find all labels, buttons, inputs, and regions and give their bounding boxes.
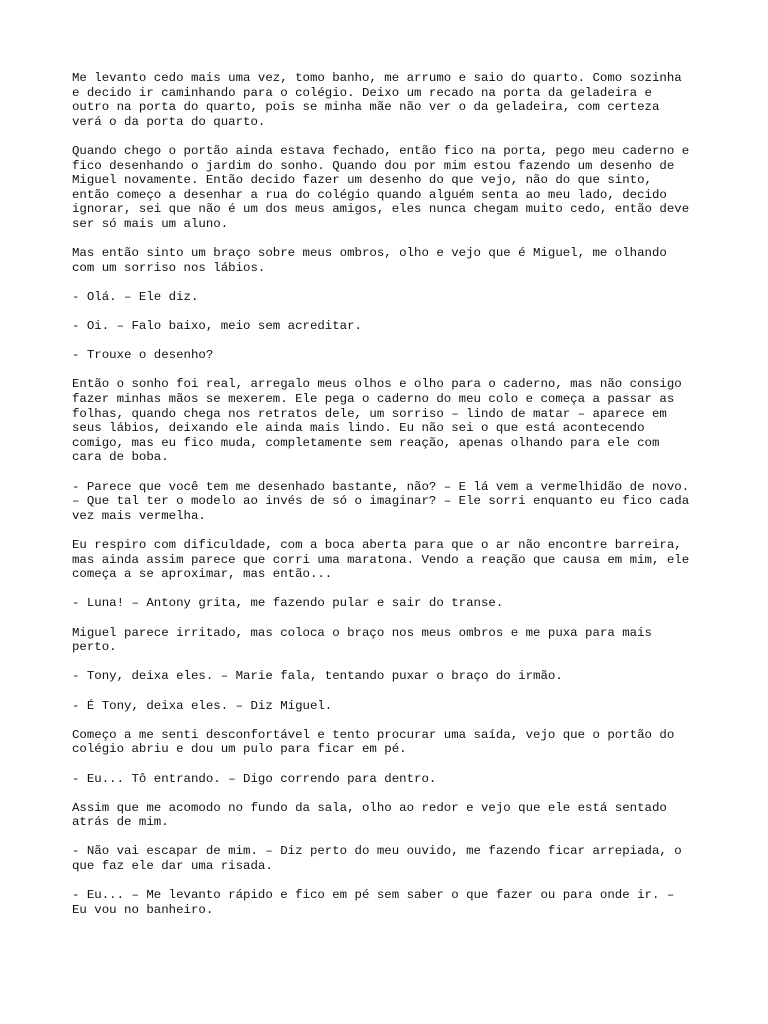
dialogue-line: - Não vai escapar de mim. – Diz perto do meu ouvido, me fazendo ficar arrepiada, o que faz ele dar uma risada. <box>72 844 682 874</box>
paragraph: Miguel parece irritado, mas coloca o braço nos meus ombros e me puxa para mais perto. <box>72 625 652 655</box>
dialogue-line: - Oi. – Falo baixo, meio sem acreditar. <box>72 319 362 334</box>
dialogue-line: - Parece que você tem me desenhado bastante, não? – E lá vem a vermelhidão de novo. – Que tal ter o modelo ao invés de só o imaginar? – Ele sorri enquanto eu fico cada vez mais vermelha. <box>72 479 690 523</box>
paragraph: Quando chego o portão ainda estava fechado, então fico na porta, pego meu caderno e fico desenhando o jardim do sonho. Quando dou por mim estou fazendo um desenho de Miguel novamente. Então decido fazer um desenho do que vejo, não do que sinto, então começo a desenhar a rua do colégio quando alguém senta ao meu lado, decido ignorar, sei que não é um dos meus amigos, eles nunca chegam muito cedo, então deve ser só mais um aluno. <box>72 143 690 231</box>
paragraph: Começo a me senti desconfortável e tento procurar uma saída, vejo que o portão do colégio abriu e dou um pulo para ficar em pé. <box>72 727 675 757</box>
paragraph: Então o sonho foi real, arregalo meus olhos e olho para o caderno, mas não consigo fazer minhas mãos se mexerem. Ele pega o caderno do meu colo e começa a passar as folhas, quando chega nos retratos dele, um sorriso – lindo de matar – aparece em seus lábios, deixando ele ainda mais lindo. Eu não sei o que está acontecendo comigo, mas eu fico muda, completamente sem reação, apenas olhando para ele com cara de boba. <box>72 377 682 465</box>
document-page <box>72 71 700 932</box>
paragraph: Me levanto cedo mais uma vez, tomo banho, me arrumo e saio do quarto. Como sozinha e decido ir caminhando para o colégio. Deixo um recado na porta da geladeira e outro na porta do quarto, pois se minha mãe não ver o da geladeira, com certeza verá o da porta do quarto. <box>72 71 682 129</box>
dialogue-line: - Olá. – Ele diz. <box>72 289 199 304</box>
dialogue-line: - Trouxe o desenho? <box>72 348 214 363</box>
dialogue-line: - É Tony, deixa eles. – Diz Miguel. <box>72 698 333 713</box>
paragraph: Mas então sinto um braço sobre meus ombros, olho e vejo que é Miguel, me olhando com um sorriso nos lábios. <box>72 246 667 275</box>
paragraph: Eu respiro com dificuldade, com a boca aberta para que o ar não encontre barreira, mas ainda assim parece que corri uma maratona. Vendo a reação que causa em mim, ele começa a se aproximar, mas então... <box>72 538 690 582</box>
paragraph: Assim que me acomodo no fundo da sala, olho ao redor e vejo que ele está sentado atrás de mim. <box>72 800 667 830</box>
dialogue-line: - Eu... Tô entrando. – Digo correndo para dentro. <box>72 771 437 786</box>
dialogue-line: - Eu... – Me levanto rápido e fico em pé sem saber o que fazer ou para onde ir. – Eu vou no banheiro. <box>72 888 675 917</box>
dialogue-line: - Luna! – Antony grita, me fazendo pular e sair do transe. <box>72 596 504 611</box>
dialogue-line: - Tony, deixa eles. – Marie fala, tentando puxar o braço do irmão. <box>72 669 563 684</box>
